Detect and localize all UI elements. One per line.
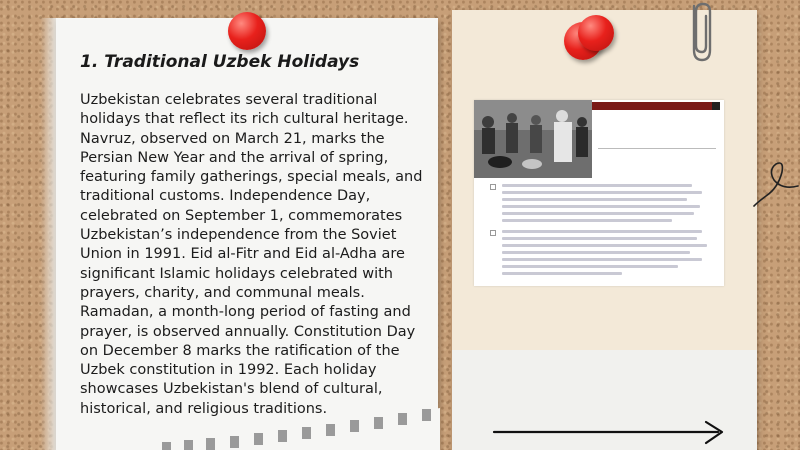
slide-text-line	[502, 184, 692, 187]
slide-text-line	[502, 265, 678, 268]
slide-text-line	[502, 244, 707, 247]
pushpin-icon	[578, 15, 614, 51]
slide-divider	[598, 148, 716, 149]
slide-bullet	[490, 184, 496, 190]
arrow-right-icon	[492, 418, 728, 448]
slide-bullet	[490, 230, 496, 236]
slide-accent-bar-end	[712, 102, 720, 110]
slide-text-line	[502, 230, 702, 233]
pushpin-icon	[228, 12, 266, 50]
slide-text-line	[502, 191, 702, 194]
slide-text-line	[502, 251, 690, 254]
note-title: 1. Traditional Uzbek Holidays	[80, 52, 360, 72]
squiggle-doodle	[752, 150, 800, 210]
slide-accent-bar	[592, 102, 718, 110]
slide-text-line	[502, 212, 694, 215]
right-note-card	[452, 10, 757, 450]
slide-text-line	[502, 198, 687, 201]
slide-text-line	[502, 237, 697, 240]
left-note-card	[56, 18, 438, 450]
left-note-fold	[40, 18, 56, 450]
paperclip-icon	[686, 0, 714, 64]
slide-text-line	[502, 258, 702, 261]
slide-text-line	[502, 205, 700, 208]
torn-tape-strip	[150, 402, 440, 450]
slide-thumbnail-image	[474, 100, 724, 286]
note-body-text: Uzbekistan celebrates several traditional holidays that reflect its rich cultural heritage. Navruz, observed on March 21, marks the Persian New Year and the arrival of spring, featuring family gatherings, special meals, and traditional customs. Independence Day, celebrated on September 1, commemorates Uzbekistan’s independence from the Soviet Union in 1991. Eid al-Fitr and Eid al-Adha are significant Islamic holidays celebrated with prayers, charity, and communal meals. Ramadan, a month-long period of fasting and prayer, is observed annually. Constitution Day on December 8 marks the ratification of the Uzbek constitution in 1992. Each holiday showcases Uzbekistan's blend of cultural, historical, and religious traditions.	[80, 92, 423, 417]
celebration-photo	[474, 100, 592, 178]
slide-text-line	[502, 219, 672, 222]
slide-text-line	[502, 272, 622, 275]
